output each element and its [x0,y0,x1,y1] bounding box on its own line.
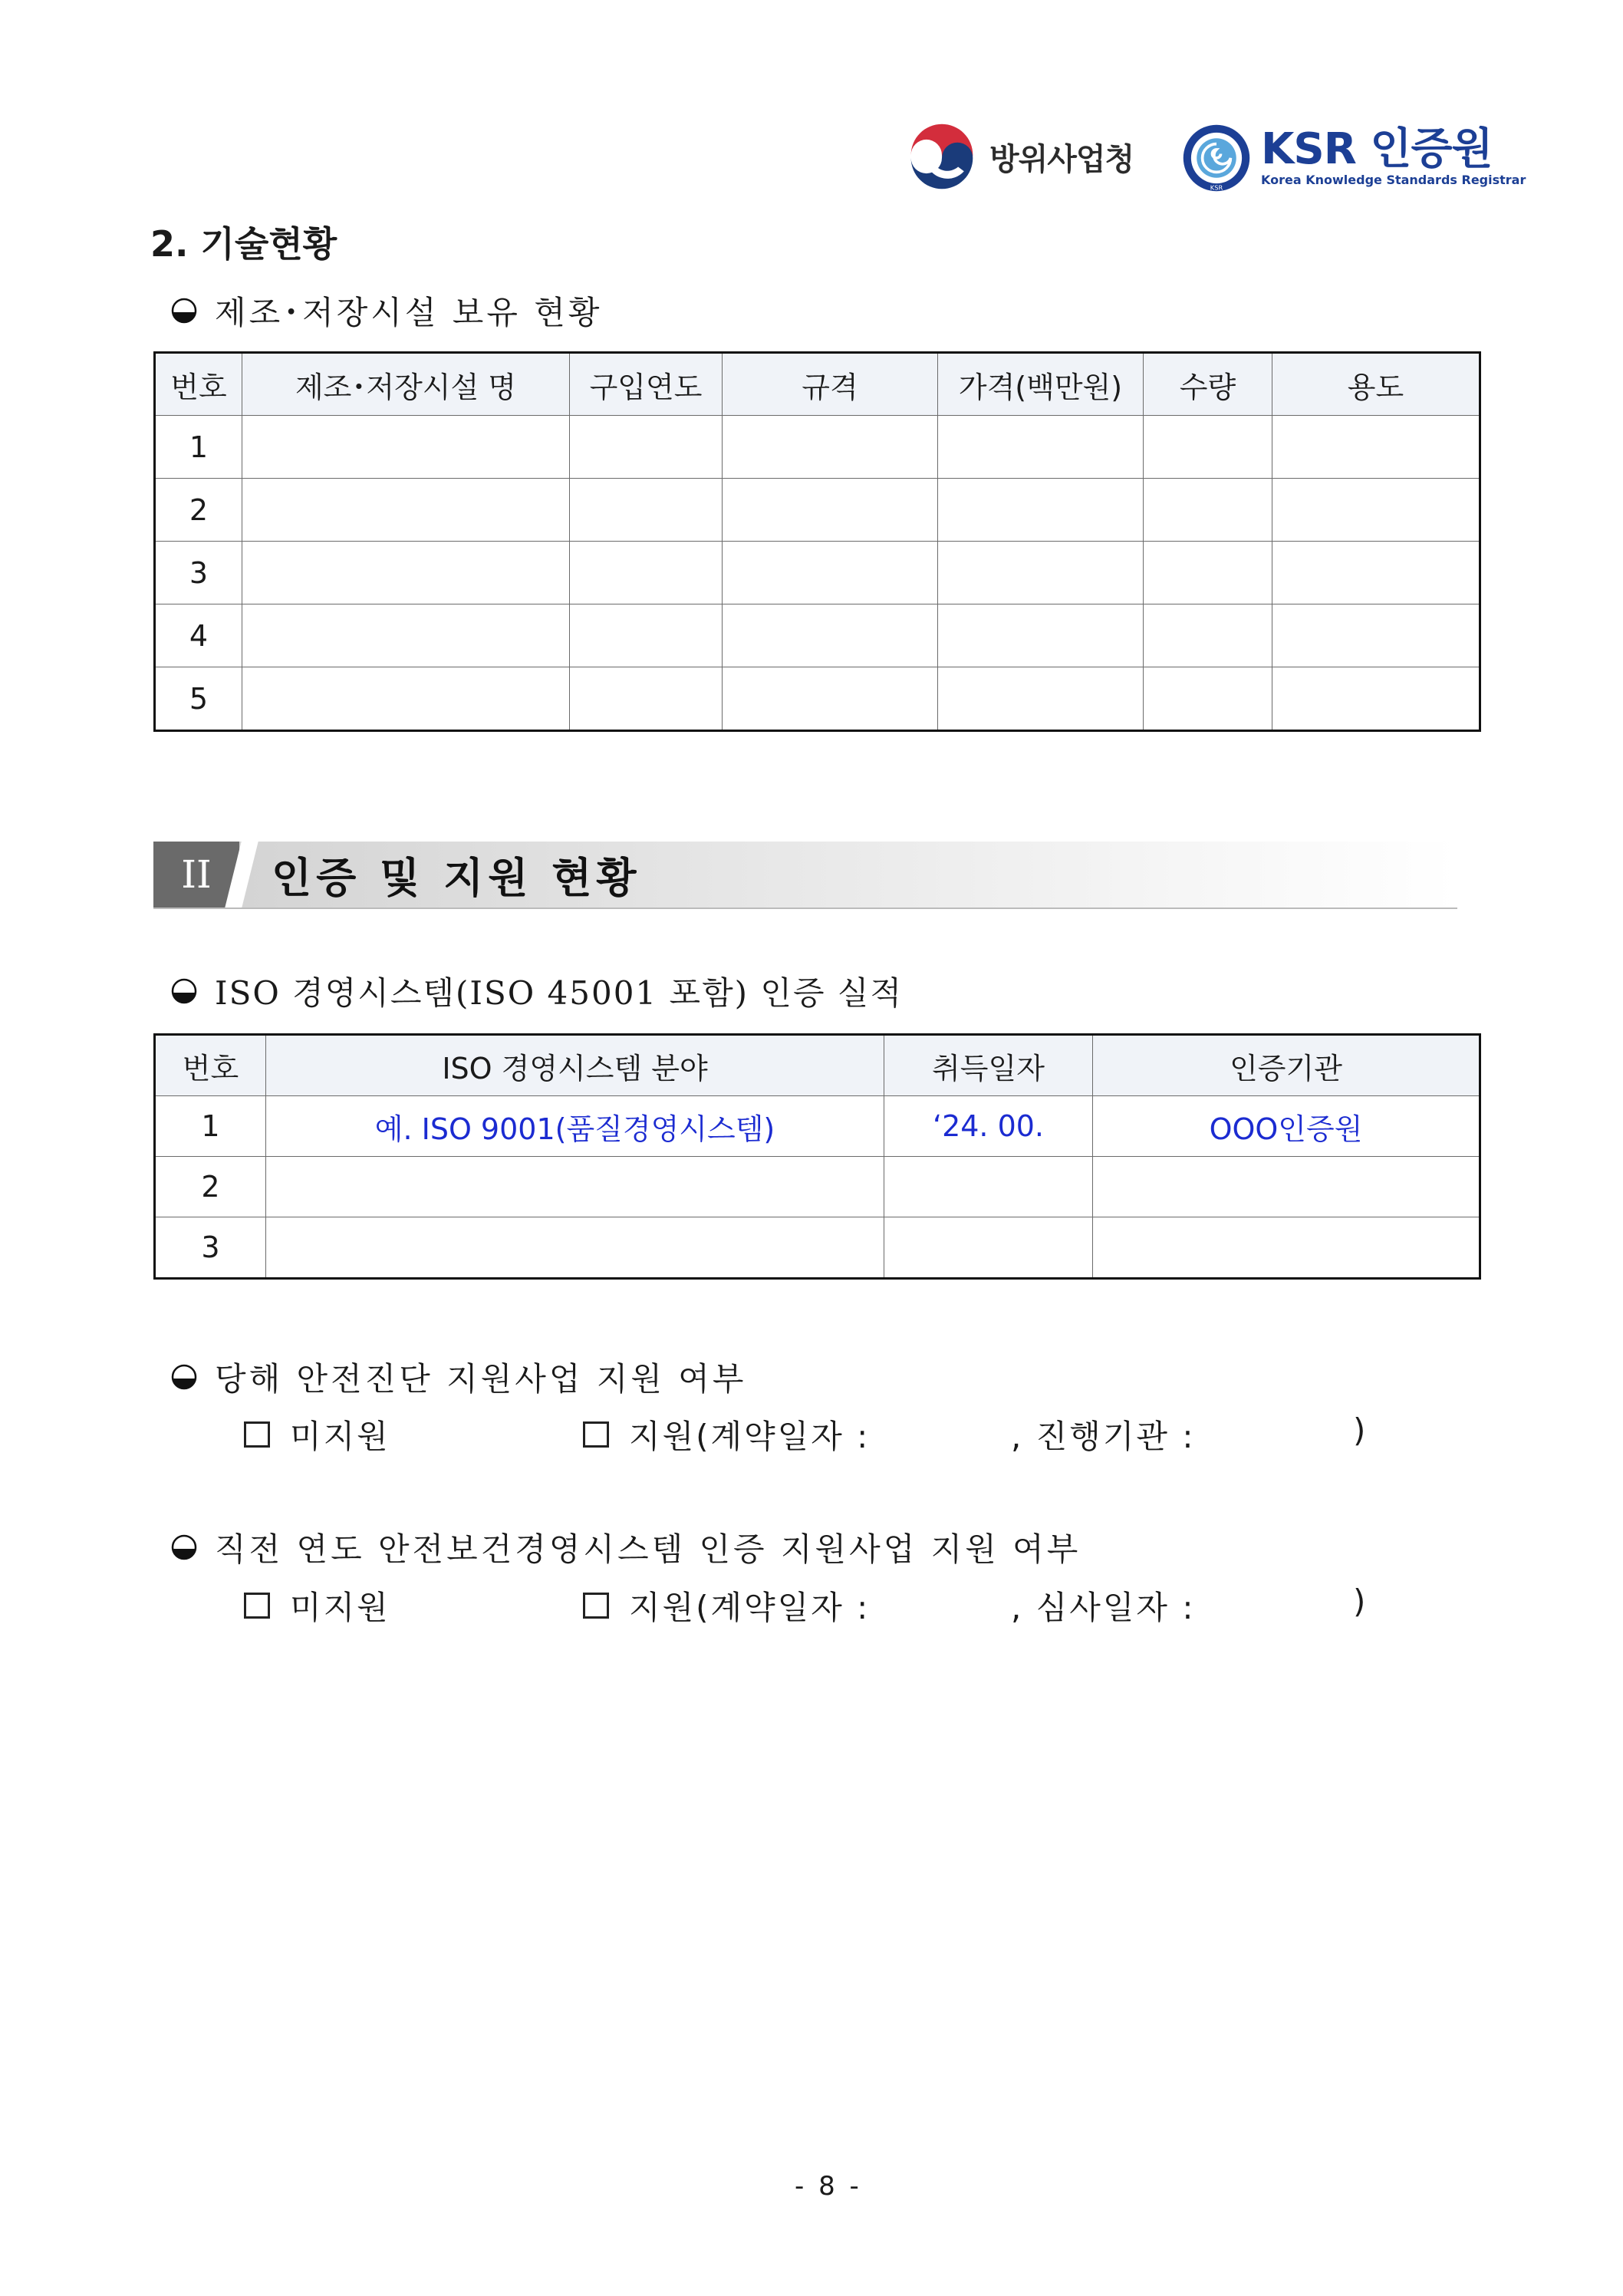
row-number: 3 [155,1217,266,1279]
q1-close-paren [1353,1412,1368,1449]
q2-close-paren [1353,1583,1368,1620]
table-cell[interactable] [242,667,570,731]
example-date-cell[interactable]: ‘24. 00. [884,1096,1093,1157]
table-row [155,1217,1480,1279]
table-cell[interactable] [242,479,570,542]
q1-field2 [1011,1412,1196,1458]
column-header: 취득일자 [884,1035,1093,1096]
table-cell[interactable] [1093,1157,1480,1217]
column-header: 용도 [1272,353,1480,416]
facility-table [153,351,1481,732]
table-cell[interactable] [938,604,1144,667]
q2-field2-label: , 심사일자 : [1011,1589,1196,1626]
table-cell[interactable] [723,604,938,667]
table-cell[interactable] [938,667,1144,731]
table-row [155,416,1480,479]
q1-field2-label: , 진행기관 : [1011,1418,1196,1455]
checkbox[interactable] [583,1593,609,1619]
page-number: - 8 - [795,2171,862,2202]
row-number: 2 [155,1157,266,1217]
table-cell[interactable] [242,416,570,479]
org2-name: KSR 인증원 [1261,124,1493,174]
column-header: 제조･저장시설 명 [242,353,570,416]
row-number: 4 [155,604,242,667]
table-cell[interactable] [242,542,570,604]
circle-bullet-icon [170,1363,198,1391]
row-number: 1 [155,416,242,479]
checkbox[interactable] [244,1593,270,1619]
column-header: 번호 [155,353,242,416]
iso-cert-table [153,1033,1481,1280]
table-cell[interactable] [1272,604,1480,667]
iso-subheading-text: ISO 경영시스템(ISO 45001 포함) 인증 실적 [215,974,904,1012]
column-header: 규격 [723,353,938,416]
table-row [155,1096,1480,1157]
row-number: 1 [155,1096,266,1157]
table-cell[interactable] [938,416,1144,479]
table-row [155,604,1480,667]
taegeuk-icon [905,120,979,193]
column-header: 가격(백만원) [938,353,1144,416]
q2-question: 직전 연도 안전보건경영시스템 인증 지원사업 지원 여부 [215,1530,1081,1568]
table-cell[interactable] [723,667,938,731]
column-header: 번호 [155,1035,266,1096]
table-cell[interactable] [723,542,938,604]
table-cell[interactable] [1272,667,1480,731]
iso-subheading [170,968,903,1014]
section-heading: 2. 기술현황 [150,223,337,265]
row-number: 3 [155,542,242,604]
table-cell[interactable] [938,479,1144,542]
ksr-logo [1181,123,1526,193]
q2-heading [170,1524,1081,1570]
column-header: 인증기관 [1093,1035,1480,1096]
q1-option-yes-label: 지원(계약일자 : [629,1418,871,1455]
table-cell[interactable] [570,604,723,667]
table-row [155,479,1480,542]
table-cell[interactable] [266,1157,884,1217]
table-cell[interactable] [1272,542,1480,604]
q1-option-no-label: 미지원 [290,1418,390,1455]
circle-bullet-icon [170,977,198,1005]
org2-subtitle: Korea Knowledge Standards Registrar [1261,173,1526,187]
q2-option-yes-label: 지원(계약일자 : [629,1589,871,1626]
org1-name: 방위사업청 [989,141,1134,177]
checkbox[interactable] [244,1421,270,1448]
table-header-row [155,1035,1480,1096]
table-cell[interactable] [570,542,723,604]
ksr-seal-icon [1181,123,1252,193]
table-cell[interactable] [1093,1217,1480,1279]
chapter-banner [153,842,1457,909]
chapter-title: 인증 및 지원 현황 [272,853,641,902]
q2-option-no[interactable] [244,1583,390,1629]
table-cell[interactable] [723,416,938,479]
close-paren: ) [1353,1583,1368,1620]
table-cell[interactable] [570,667,723,731]
row-number: 2 [155,479,242,542]
table-cell[interactable] [1272,416,1480,479]
table-cell[interactable] [570,479,723,542]
table-cell[interactable] [266,1217,884,1279]
q1-question: 당해 안전진단 지원사업 지원 여부 [215,1360,747,1398]
column-header: ISO 경영시스템 분야 [266,1035,884,1096]
table-cell[interactable] [884,1217,1093,1279]
circle-bullet-icon [170,297,198,324]
table-row [155,1157,1480,1217]
q1-option-no[interactable] [244,1412,390,1458]
table-cell[interactable] [1144,604,1272,667]
example-org-cell[interactable]: OOO인증원 [1093,1096,1480,1157]
table-cell[interactable] [570,416,723,479]
table-cell[interactable] [1144,542,1272,604]
chapter-number: II [153,842,239,908]
table-cell[interactable] [938,542,1144,604]
column-header: 수량 [1144,353,1272,416]
table-cell[interactable] [1272,479,1480,542]
table-cell[interactable] [1144,479,1272,542]
table-header-row [155,353,1480,416]
facility-subheading [170,288,602,334]
q2-option-yes[interactable] [583,1583,870,1629]
q1-heading [170,1354,746,1400]
q2-field2 [1011,1583,1196,1629]
checkbox[interactable] [583,1421,609,1448]
q2-option-no-label: 미지원 [290,1589,390,1626]
table-cell[interactable] [1144,416,1272,479]
circle-bullet-icon [170,1533,198,1561]
table-cell[interactable] [723,479,938,542]
facility-subheading-text: 제조･저장시설 보유 현황 [215,294,603,331]
table-cell[interactable] [1144,667,1272,731]
ksr-seal-text: KSR [1210,183,1223,192]
column-header: 구입연도 [570,353,723,416]
close-paren: ) [1353,1412,1368,1449]
table-row [155,542,1480,604]
example-field-cell[interactable]: 예. ISO 9001(품질경영시스템) [266,1096,884,1157]
q1-option-yes[interactable] [583,1412,870,1458]
table-cell[interactable] [242,604,570,667]
table-cell[interactable] [884,1157,1093,1217]
table-row [155,667,1480,731]
row-number: 5 [155,667,242,731]
mnd-logo [905,120,1134,193]
